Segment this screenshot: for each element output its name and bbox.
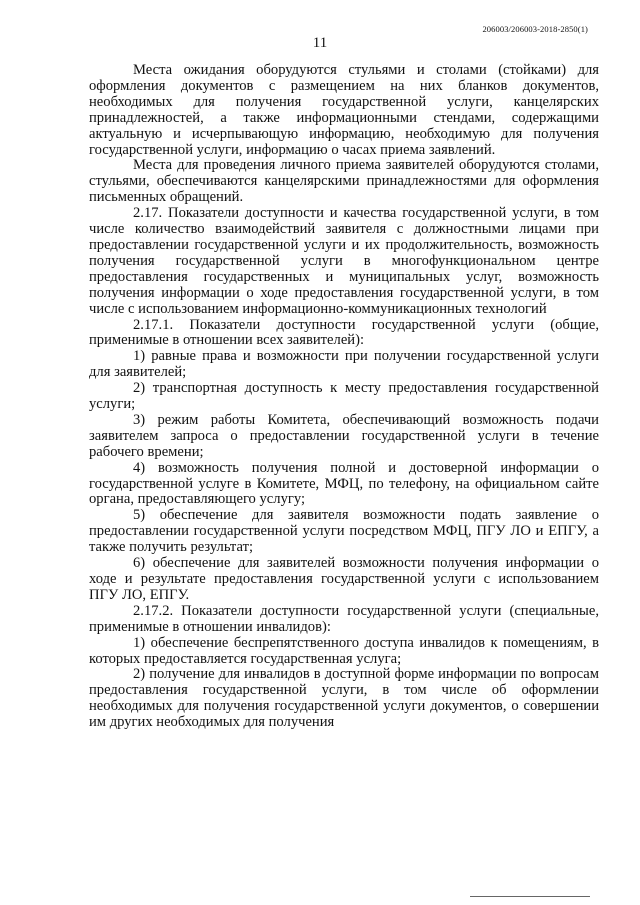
paragraph-reception-areas: Места для проведения личного приема заявителей оборудуются столами, стульями, обеспечиваются канцелярскими принадлежностями для оформления письменных обращений. bbox=[89, 157, 599, 206]
list-item-equal-rights: 1) равные права и возможности при получении государственной услуги для заявителей; bbox=[89, 348, 599, 381]
page-number: 11 bbox=[312, 35, 328, 51]
paragraph-section-2-17-2: 2.17.2. Показатели доступности государственной услуги (специальные, применимые в отношении инвалидов): bbox=[89, 602, 599, 635]
paragraph-section-2-17-1: 2.17.1. Показатели доступности государственной услуги (общие, применимые в отношении всех заявителей): bbox=[89, 316, 599, 349]
list-item-submit-application: 5) обеспечение для заявителя возможности подать заявление о предоставлении государственной услуги посредством МФЦ, ПГУ ЛО и ЕПГУ, а также получить результат; bbox=[89, 507, 599, 556]
list-item-transport-access: 2) транспортная доступность к месту предоставления государственной услуги; bbox=[89, 380, 599, 413]
paragraph-section-2-17: 2.17. Показатели доступности и качества государственной услуги, в том числе количество взаимодействий заявителя с должностными лицами при предоставлении государственной услуги и их продолжительность, возможность получения государственной услуги в многофункциональном центре предоставления государственных и муниципальных услуг, возможность получения информации о ходе предоставления государственной услуги, в том числе с использованием информационно-коммуникационных технологий bbox=[89, 205, 599, 317]
list-item-working-hours: 3) режим работы Комитета, обеспечивающий возможность подачи заявителем запроса о предоставлении государственной услуги в течение рабочего времени; bbox=[89, 411, 599, 460]
paragraph-waiting-areas: Места ожидания оборудуются стульями и столами (стойками) для оформления документов с размещением на них бланков документов, необходимых для получения государственной услуги, канцелярских принадлежностей, а также информационными стендами, содержащими актуальную и исчерпывающую информацию, необходимую для получения государственной услуги, информацию о часах приема заявлений. bbox=[89, 62, 599, 158]
document-registration-number: 206003/206003-2018-2850(1) bbox=[482, 24, 588, 34]
footer-divider bbox=[470, 896, 590, 897]
list-item-information-access: 4) возможность получения полной и достоверной информации о государственной услуге в Комитете, МФЦ, по телефону, на официальном сайте органа, предоставляющего услугу; bbox=[89, 459, 599, 508]
list-item-accessible-information: 2) получение для инвалидов в доступной форме информации по вопросам предоставления государственной услуги, в том числе об оформлении необходимых для получения государственной услуги документов, о совершении им других необходимых для получения bbox=[89, 666, 599, 731]
list-item-progress-info: 6) обеспечение для заявителей возможности получения информации о ходе и результате предоставления государственной услуги с использованием ПГУ ЛО, ЕПГУ. bbox=[89, 555, 599, 603]
list-item-barrier-free-access: 1) обеспечение беспрепятственного доступа инвалидов к помещениям, в которых предоставляется государственная услуга; bbox=[89, 634, 599, 667]
document-body bbox=[89, 63, 599, 731]
